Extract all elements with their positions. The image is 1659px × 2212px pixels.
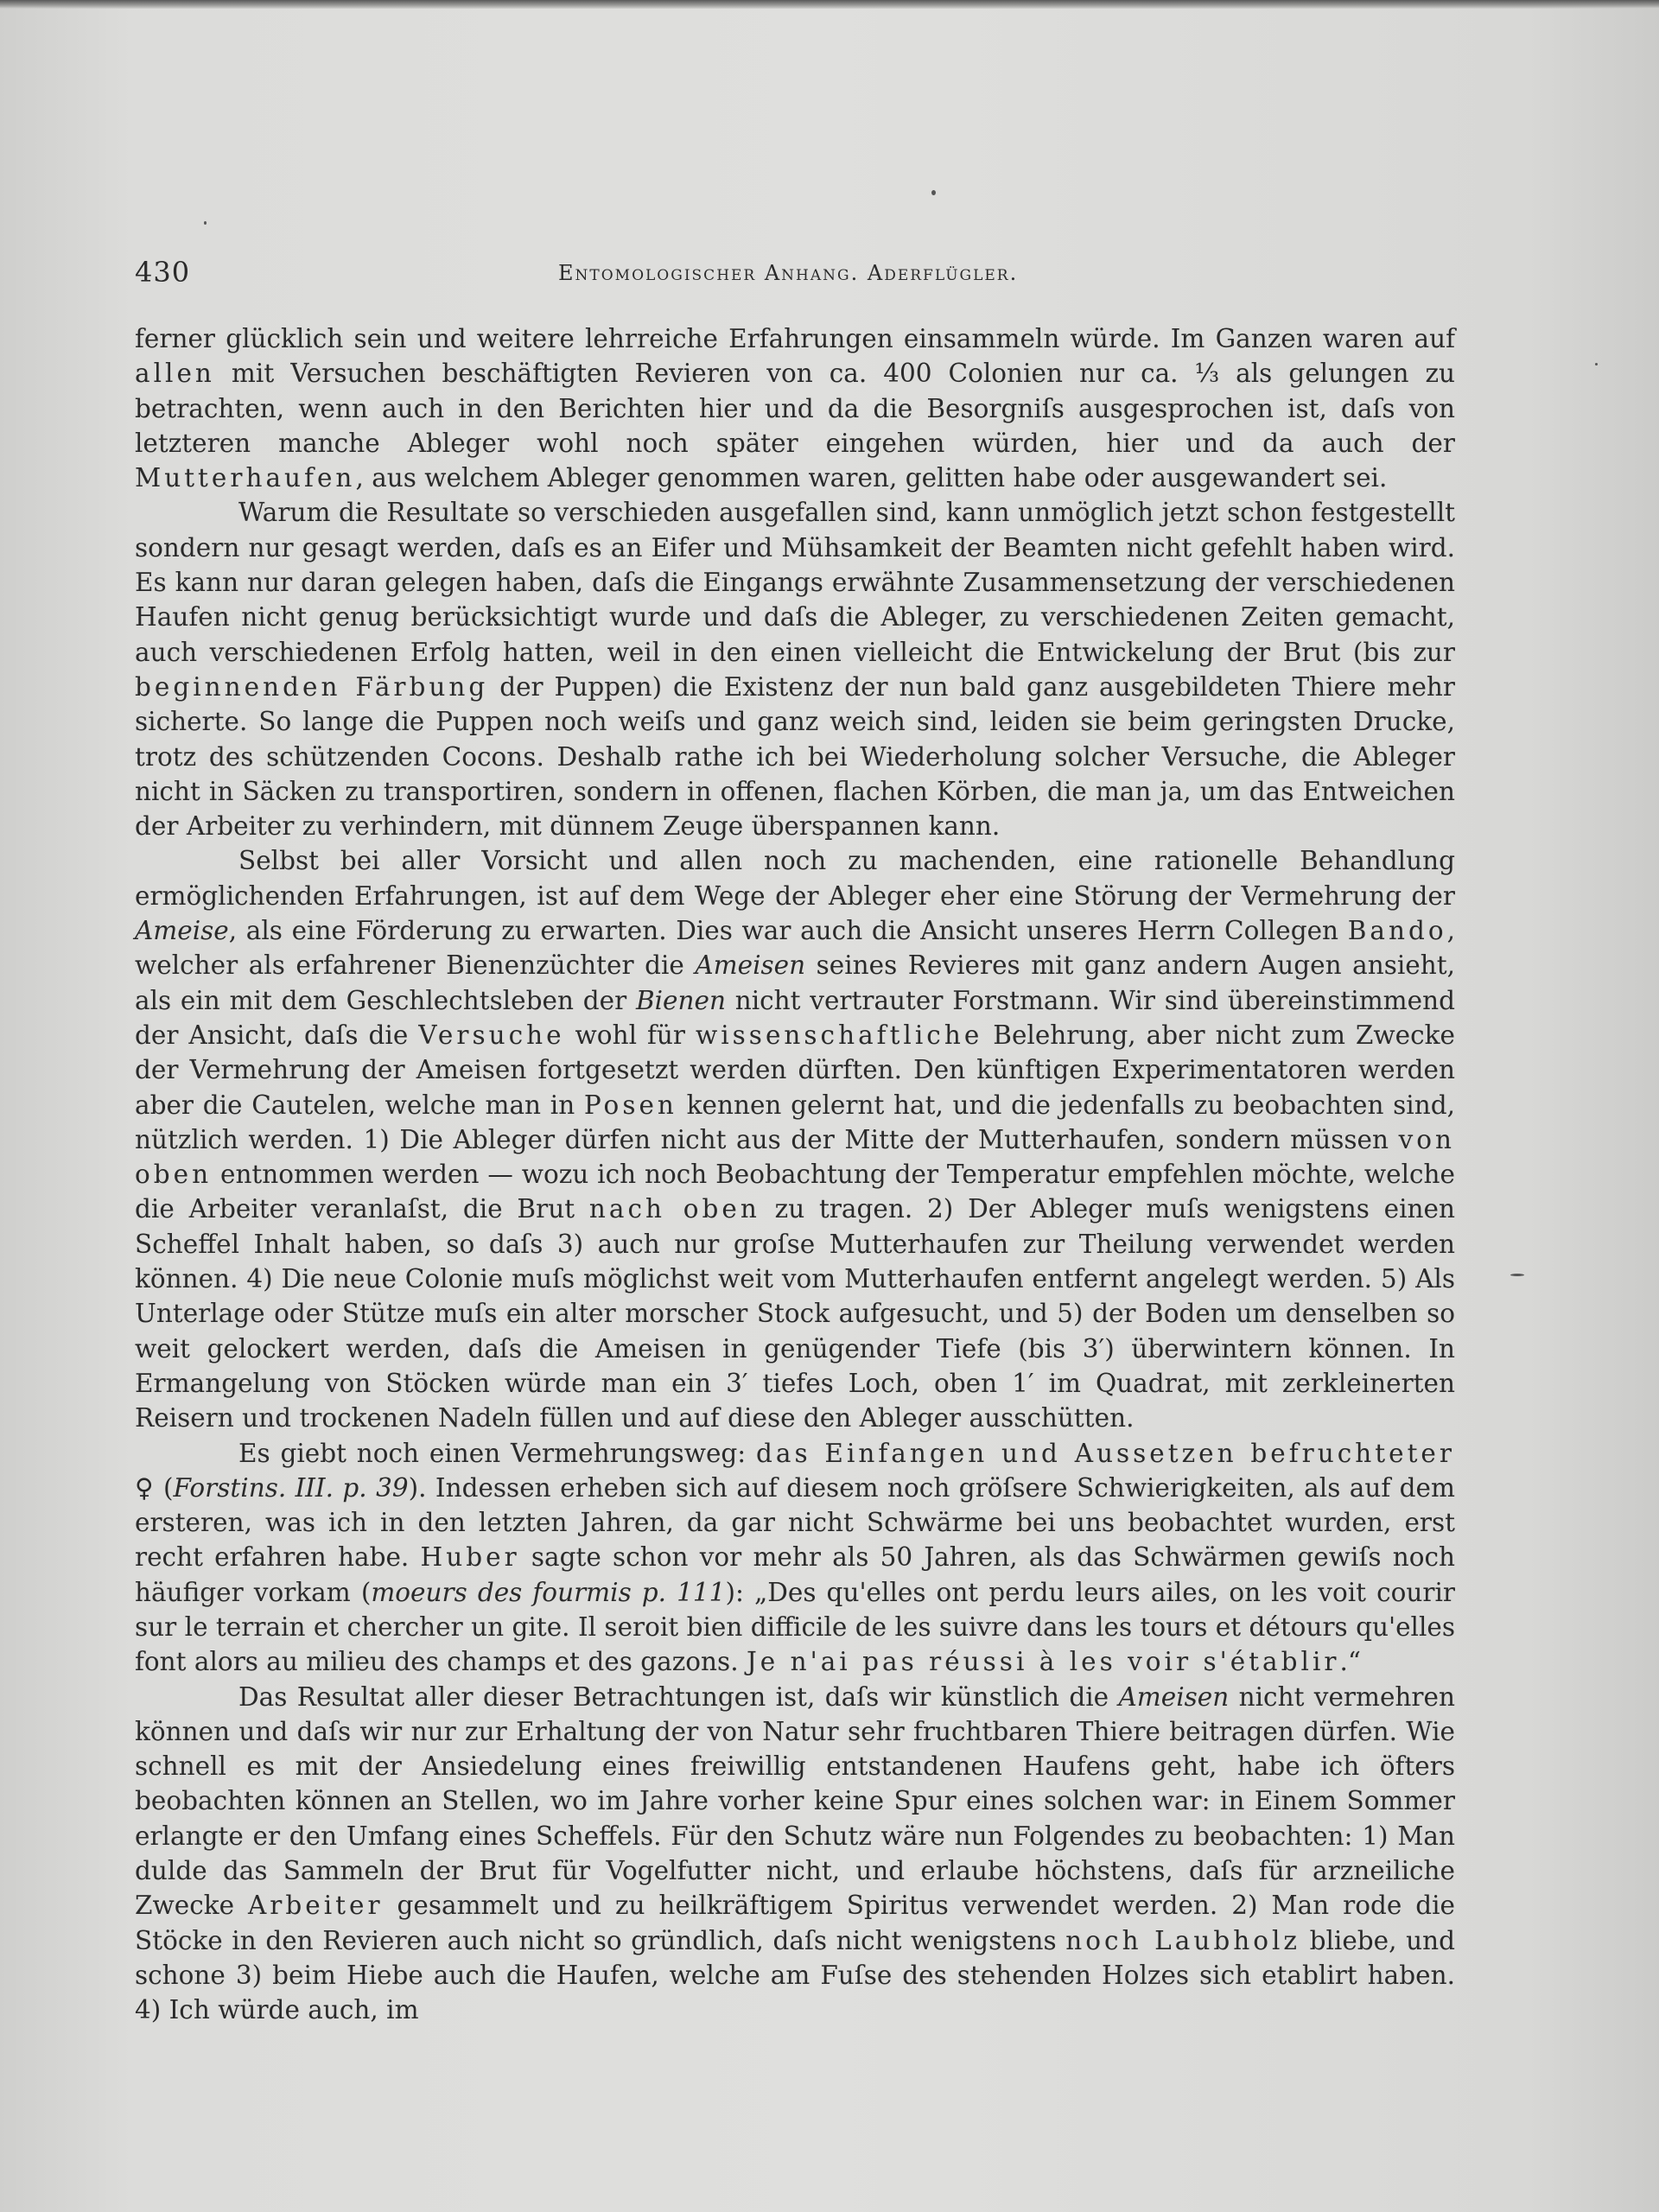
paragraph-text: Es giebt noch einen Vermehrungsweg: — [238, 1438, 757, 1468]
spaced-emphasis-text: Arbeiter — [247, 1891, 384, 1921]
italic-text: moeurs des fourmis p. 111 — [371, 1577, 726, 1607]
paragraph-text: nicht vermehren können und daſs wir nur zur Erhaltung der von Natur sehr fruchtbaren Thiere beitragen dürfen. Wie schnell es mit der Ansiedelung eines freiwillig entstandenen Haufens geht, habe ich öfters beobachten können an Stellen, wo im Jahre vorher keine Spur eines solchen war: in Einem Sommer erlangte er den Umfang eines Scheffels. Für den Schutz wäre nun Folgendes zu beobachten: 1) Man dulde das Sammeln der Brut für Vogelfutter nicht, und erlaube höchstens, daſs für arzneiliche Zwecke — [135, 1681, 1455, 1921]
paragraph-text: zu tragen. 2) Der Ableger muſs wenigstens einen Scheffel Inhalt haben, so daſs 3) auch nur groſse Mutterhaufen zur Theilung verwendet werden können. 4) Die neue Colonie muſs möglichst weit vom Mutterhaufen entfernt angelegt werden. 5) Als Unterlage oder Stütze muſs ein alter morscher Stock aufgesucht, und 5) der Boden um denselben so weit gelockert werden, daſs die Ameisen in genügender Tiefe (bis 3′) überwintern können. In Ermangelung von Stöcken würde man ein 3′ tiefes Loch, oben 1′ im Quadrat, mit zerkleinerten Reisern und trockenen Nadeln füllen und auf diese den Ableger ausschütten. — [135, 1194, 1455, 1433]
spaced-emphasis-text: Je n'ai pas réussi à les voir s'établir — [746, 1647, 1340, 1677]
paragraph — [135, 495, 1455, 843]
paragraph-text: ): „Des qu'elles ont perdu leurs ailes, on les voit courir sur le terrain et chercher un gite. Il seroit bien difficile de les suivre dans les tours et détours qu'elles font alors au milieu des champs et des gazons. — [135, 1577, 1455, 1677]
paragraph-text: Warum die Resultate so verschieden ausgefallen sind, kann unmöglich jetzt schon festgestellt sondern nur gesagt werden, daſs es an Eifer und Mühsamkeit der Beamten nicht gefehlt haben wird. Es kann nur daran gelegen haben, daſs die Eingangs erwähnte Zusammensetzung der verschiedenen Haufen nicht genug berücksichtigt wurde und daſs die Ableger, zu verschiedenen Zeiten gemacht, auch verschiedenen Erfolg hatten, weil in den einen vielleicht die Entwickelung der Brut (bis zur — [135, 498, 1455, 667]
spaced-emphasis-text: beginnenden Färbung — [135, 671, 489, 702]
italic-text: Forstins. III. p. 39 — [173, 1472, 409, 1503]
paragraph-text: Belehrung, aber nicht zum Zwecke der Vermehrung der Ameisen fortgesetzt werden dürften. Den künftigen Experimentatoren werden aber die Cautelen, welche man in — [135, 1020, 1455, 1120]
paragraph-text: entnommen werden — wozu ich noch Beobachtung der Temperatur empfehlen möchte, welche die Arbeiter veranlaſst, die Brut — [135, 1160, 1455, 1224]
paragraph-text: , als eine Förderung zu erwarten. Dies war auch die Ansicht unseres Herrn Collegen — [228, 916, 1348, 946]
spaced-emphasis-text: Bando — [1347, 916, 1447, 946]
running-head: Entomologischer Anhang. Aderflügler. — [558, 261, 1019, 285]
paragraph-text: sagte schon vor mehr als 50 Jahren, als das Schwärmen gewiſs noch häufiger vorkam ( — [135, 1542, 1456, 1607]
paragraph-text: bliebe, und schone 3) beim Hiebe auch die Haufen, welche am Fuſse des stehenden Holzes sich etablirt haben. 4) Ich würde auch, im — [135, 1925, 1455, 2025]
paragraph-text: .“ — [1339, 1647, 1361, 1677]
spaced-emphasis-text: Huber — [420, 1542, 520, 1573]
spaced-emphasis-text: Versuche — [418, 1020, 565, 1050]
page-top-edge-shadow — [0, 0, 1659, 9]
paragraph-text: gesammelt und zu heilkräftigem Spiritus verwendet werden. 2) Man rode die Stöcke in den Revieren auch nicht so gründlich, daſs nicht wenigstens — [135, 1891, 1455, 1955]
paragraph-text: Selbst bei aller Vorsicht und allen noch zu machenden, eine rationelle Behandlung ermöglichenden Erfahrungen, ist auf dem Wege der Ableger eher eine Störung der Vermehrung der — [135, 846, 1455, 911]
spaced-emphasis-text: Posen — [583, 1090, 677, 1120]
spaced-emphasis-text: von oben — [135, 1124, 1455, 1190]
paragraph — [135, 1436, 1455, 1680]
page-header — [135, 256, 1455, 290]
spaced-emphasis-text: nach oben — [588, 1194, 760, 1224]
spaced-emphasis-text: noch Laubholz — [1065, 1925, 1300, 1955]
paragraph-text: , welcher als erfahrener Bienenzüchter die — [135, 916, 1455, 981]
paragraph — [135, 1680, 1455, 2028]
paragraph-text: nicht vertrauter Forstmann. Wir sind übereinstimmend der Ansicht, daſs die — [135, 985, 1455, 1050]
dust-speck — [1510, 1274, 1524, 1276]
paragraph-text: mit Versuchen beschäftigten Revieren von ca. 400 Colonien nur ca. ⅓ als gelungen zu betrachten, wenn auch in den Berichten hier und da die Besorgniſs ausgesprochen ist, daſs von letzteren manche Ableger wohl noch später eingehen würden, hier und da auch der — [135, 359, 1455, 458]
spaced-emphasis-text: wissenschaftliche — [695, 1020, 983, 1050]
italic-text: Ameisen — [1118, 1681, 1230, 1712]
spaced-emphasis-text: Mutterhaufen — [135, 463, 356, 493]
spaced-emphasis-text: allen — [135, 359, 215, 389]
italic-text: Bienen — [635, 985, 726, 1015]
paragraph-text: , aus welchem Ableger genommen waren, gelitten habe oder ausgewandert sei. — [355, 463, 1388, 493]
paragraph-text: Das Resultat aller dieser Betrachtungen ist, daſs wir künstlich die — [238, 1681, 1119, 1712]
paragraph-text: ). Indessen erheben sich auf diesem noch gröſsere Schwierigkeiten, als auf dem ersteren, was ich in den letzten Jahren, da gar nicht Schwärme bei uns beobachtet wurden, erst recht erfahren habe. — [135, 1472, 1455, 1573]
paragraph-text: wohl für — [564, 1020, 696, 1050]
dust-speck — [204, 221, 207, 225]
paragraph — [135, 321, 1455, 495]
paragraph — [135, 843, 1455, 1435]
paragraph-text: ♀ ( — [135, 1472, 174, 1503]
paragraph-text: der Puppen) die Existenz der nun bald ganz ausgebildeten Thiere mehr sicherte. So lange die Puppen noch weiſs und ganz weich sind, leiden sie beim geringsten Drucke, trotz des schützenden Cocons. Deshalb rathe ich bei Wiederholung solcher Versuche, die Ableger nicht in Säcken zu transportiren, sondern in offenen, flachen Körben, die man ja, um das Entweichen der Arbeiter zu verhindern, mit dünnem Zeuge überspannen kann. — [135, 671, 1456, 842]
spaced-emphasis-text: das Einfangen und Aussetzen befruchteter — [756, 1438, 1455, 1468]
paragraph-text: ferner glücklich sein und weitere lehrreiche Erfahrungen einsammeln würde. Im Ganzen waren auf — [135, 324, 1455, 353]
page-number: 430 — [135, 256, 191, 289]
dust-speck — [1595, 363, 1598, 365]
paragraph-text: seines Revieres mit ganz andern Augen ansieht, als ein mit dem Geschlechtsleben der — [135, 950, 1455, 1015]
italic-text: Ameisen — [695, 950, 806, 981]
paragraph-text: kennen gelernt hat, und die jedenfalls zu beobachten sind, nützlich werden. 1) Die Ableger dürfen nicht aus der Mitte der Mutterhaufen, sondern müssen — [135, 1090, 1455, 1154]
dust-speck — [931, 190, 936, 195]
italic-text: Ameise — [135, 916, 229, 946]
body-text — [135, 321, 1455, 2028]
